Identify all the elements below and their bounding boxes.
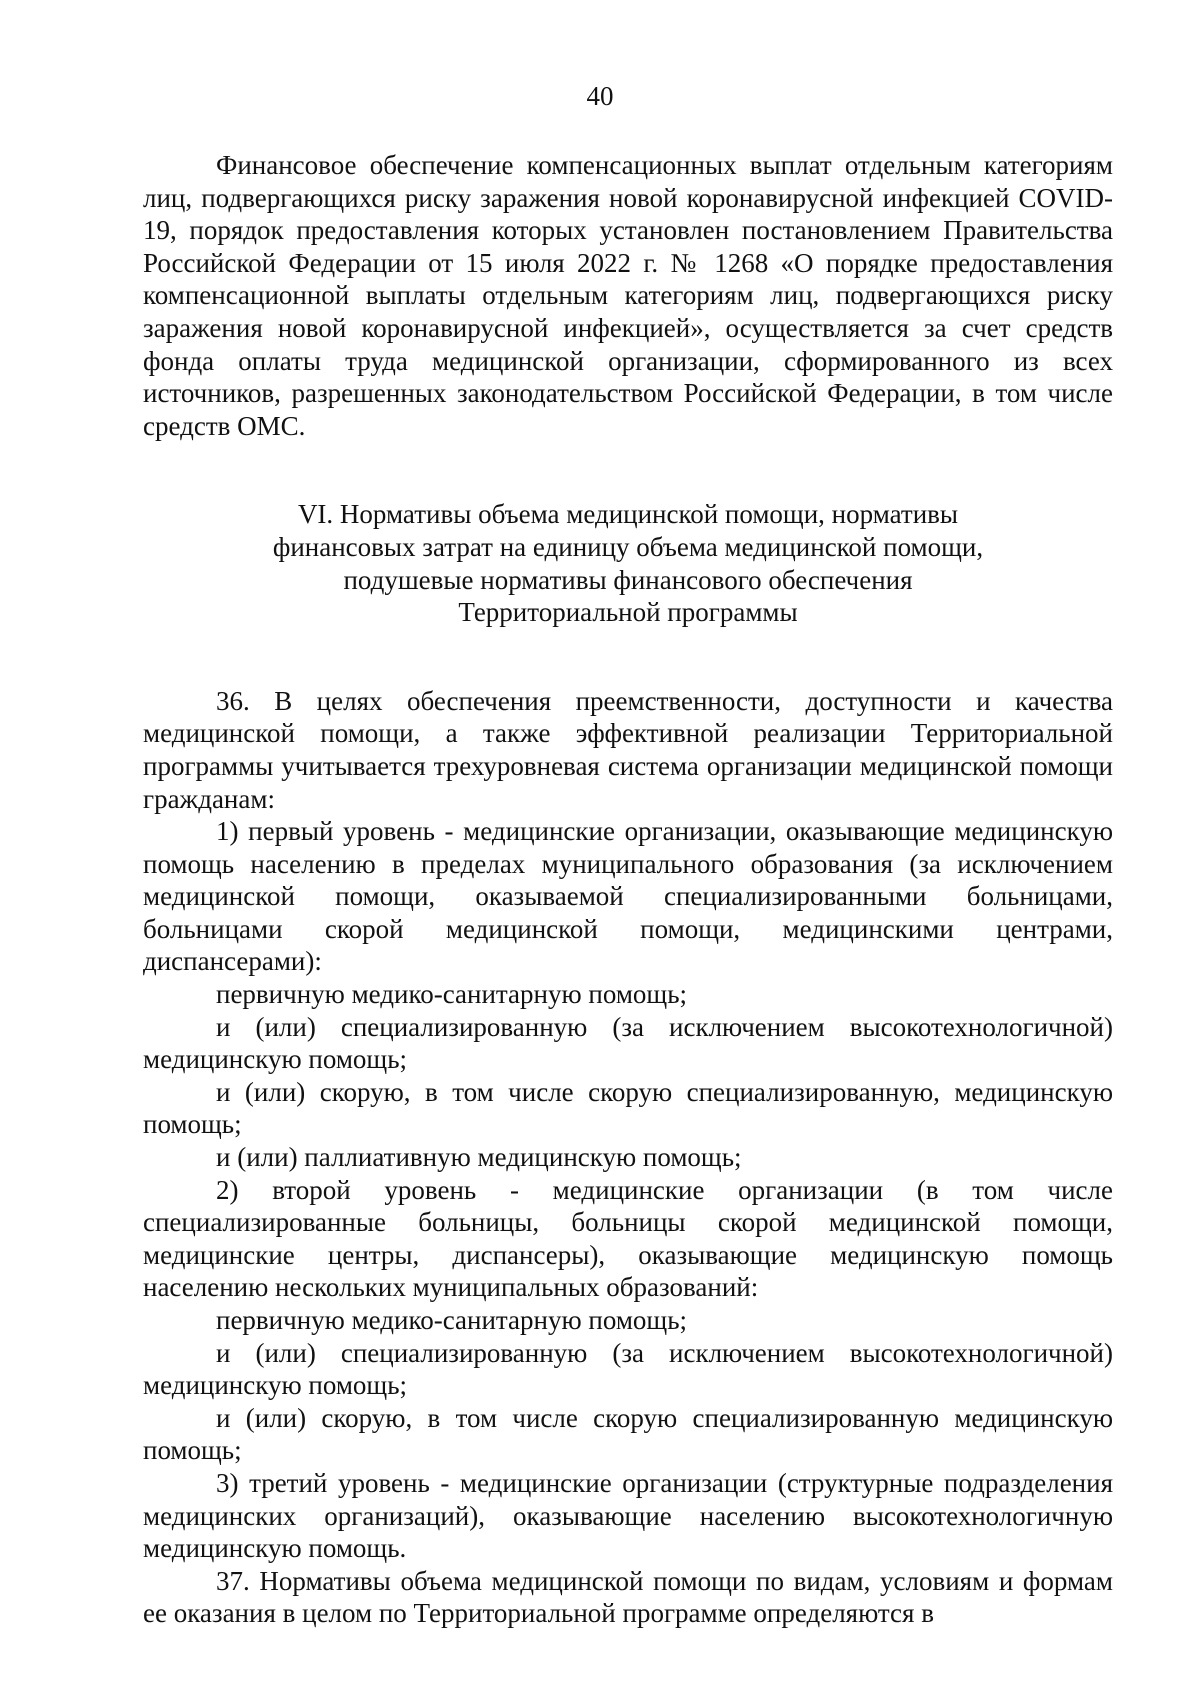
paragraph-list-item: и (или) специализированную (за исключением высокотехнологичной) медицинскую помощь;	[143, 1011, 1113, 1075]
section-title-line: VI. Нормативы объема медицинской помощи, нормативы	[297, 499, 959, 530]
paragraph-list-item: и (или) скорую, в том числе скорую специализированную медицинскую помощь;	[143, 1402, 1113, 1466]
section-title	[143, 498, 1113, 628]
paragraph-36: 36. В целях обеспечения преемственности, доступности и качества медицинской помощи, а также эффективной реализации Территориальной программы учитывается трехуровневая система организации медицинской помощи гражданам:	[143, 685, 1113, 814]
section-title-line: финансовых затрат на единицу объема медицинской помощи,	[272, 531, 984, 562]
paragraph-37: 37. Нормативы объема медицинской помощи по видам, условиям и формам ее оказания в целом по Территориальной программе определяются в	[143, 1565, 1113, 1629]
paragraph-level-1: 1) первый уровень - медицинские организации, оказывающие медицинскую помощь населению в пределах муниципального образования (за исключением медицинской помощи, оказываемой специализированными больницами, больницами скорой медицинской помощи, медицинскими центрами, диспансерами):	[143, 816, 1113, 977]
section-title-line: Территориальной программы	[458, 597, 798, 628]
paragraph-list-item: первичную медико-санитарную помощь;	[216, 1305, 688, 1335]
paragraph-list-item: и (или) паллиативную медицинскую помощь;	[216, 1142, 742, 1173]
section-title-line: подушевые нормативы финансового обеспечения	[343, 564, 913, 595]
paragraph-list-item: и (или) специализированную (за исключением высокотехнологичной) медицинскую помощь;	[143, 1337, 1113, 1401]
document-body	[143, 149, 1113, 1630]
paragraph-level-3: 3) третий уровень - медицинские организации (структурные подразделения медицинских организаций), оказывающие населению высокотехнологичную медицинскую помощь.	[143, 1467, 1113, 1564]
paragraph-financing: Финансовое обеспечение компенсационных выплат отдельным категориям лиц, подвергающихся риску заражения новой коронавирусной инфекцией COVID-19, порядок предоставления которых установлен постановлением Правительства Российской Федерации от 15 июля 2022 г. № 1268 «О порядке предоставления компенсационной выплаты отдельным категориям лиц, подвергающихся риску заражения новой коронавирусной инфекцией», осуществляется за счет средств фонда оплаты труда медицинской организации, сформированного из всех источников, разрешенных законодательством Российской Федерации, в том числе средств ОМС.	[143, 150, 1113, 441]
paragraph-list-item: и (или) скорую, в том числе скорую специализированную, медицинскую помощь;	[143, 1076, 1113, 1140]
paragraph-level-2: 2) второй уровень - медицинские организации (в том числе специализированные больницы, больницы скорой медицинской помощи, медицинские центры, диспансеры), оказывающие медицинскую помощь населению нескольких муниципальных образований:	[143, 1174, 1113, 1303]
paragraph-list-item: первичную медико-санитарную помощь;	[216, 979, 688, 1010]
page-number: 40	[586, 81, 614, 111]
